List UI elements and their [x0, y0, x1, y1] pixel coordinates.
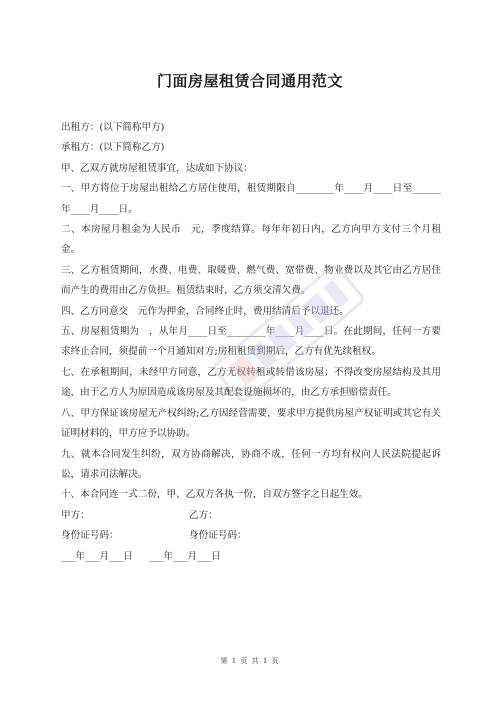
party-b-id-label: 身份证号码： [189, 530, 247, 542]
paragraph-lessor: 出租方：(以下简称甲方) [61, 122, 165, 133]
party-a-signature-label: 甲方： [61, 509, 90, 521]
party-a-id-label: 身份证号码： [61, 530, 119, 542]
clause-2: 二、本房屋月租金为人民币 元，季度结算。每年年初日内，乙方向甲方支付三个月租金。 [61, 224, 441, 256]
clause-9: 九、就本合同发生纠纷，双方协商解决，协商不成，任何一方均有权向人民法院提起诉讼，请求司法解决。 [61, 448, 441, 480]
clause-5: 五、房屋租赁期为 ，从年月____日至________年____月____日。在此期间，任何一方要求终止合同，须提前一个月通知对方;房租租赁到期后，乙方有优先续租权。 [61, 326, 441, 358]
party-b-date: ___年___月___日 [149, 550, 221, 562]
clause-8: 八、甲方保证该房屋无产权纠纷;乙方因经营需要，要求甲方提供房屋产权证明或其它有关证明材料的，甲方应予以协助。 [61, 407, 441, 440]
clause-4: 四、乙方同意交 元作为押金，合同终止时，费用结清后予以退还。 [61, 305, 349, 317]
document-title: 门面房屋租赁合同通用范文 [156, 72, 343, 90]
clause-3: 三、乙方租赁期间，水费、电费、取暖费、燃气费、宽带费、物业费以及其它由乙方居住而产生的费用由乙方负担。租赁结束时，乙方须交清欠费。 [61, 264, 441, 297]
clause-1: 一、甲方将位于房屋出租给乙方居住使用，租赁期限自________年____月____日至______年____月____日。 [61, 183, 441, 215]
clause-7: 七、在承租期间，未经甲方同意，乙方无权转租或转借该房屋；不得改变房屋结构及其用途，由于乙方人为原因造成该房屋及其配套设施损坏的，由乙方承担赔偿责任。 [61, 366, 441, 399]
document-body [61, 118, 441, 567]
party-b-signature-label: 乙方： [189, 509, 218, 521]
id-number-row [61, 526, 441, 546]
paragraph-lessee: 承租方：(以下简称乙方) [61, 142, 165, 154]
page-footer: 第 1 页 共 1 页 [220, 657, 280, 665]
paragraph-intro: 甲、乙双方就房屋租赁事宜，达成如下协议： [61, 162, 253, 174]
clause-10: 十、本合同连一式二份，甲、乙双方各执一份，自双方签字之日起生效。 [61, 489, 368, 501]
signature-row [61, 506, 441, 526]
party-a-date: ___年___月___日 [61, 550, 133, 562]
date-row [61, 547, 441, 567]
